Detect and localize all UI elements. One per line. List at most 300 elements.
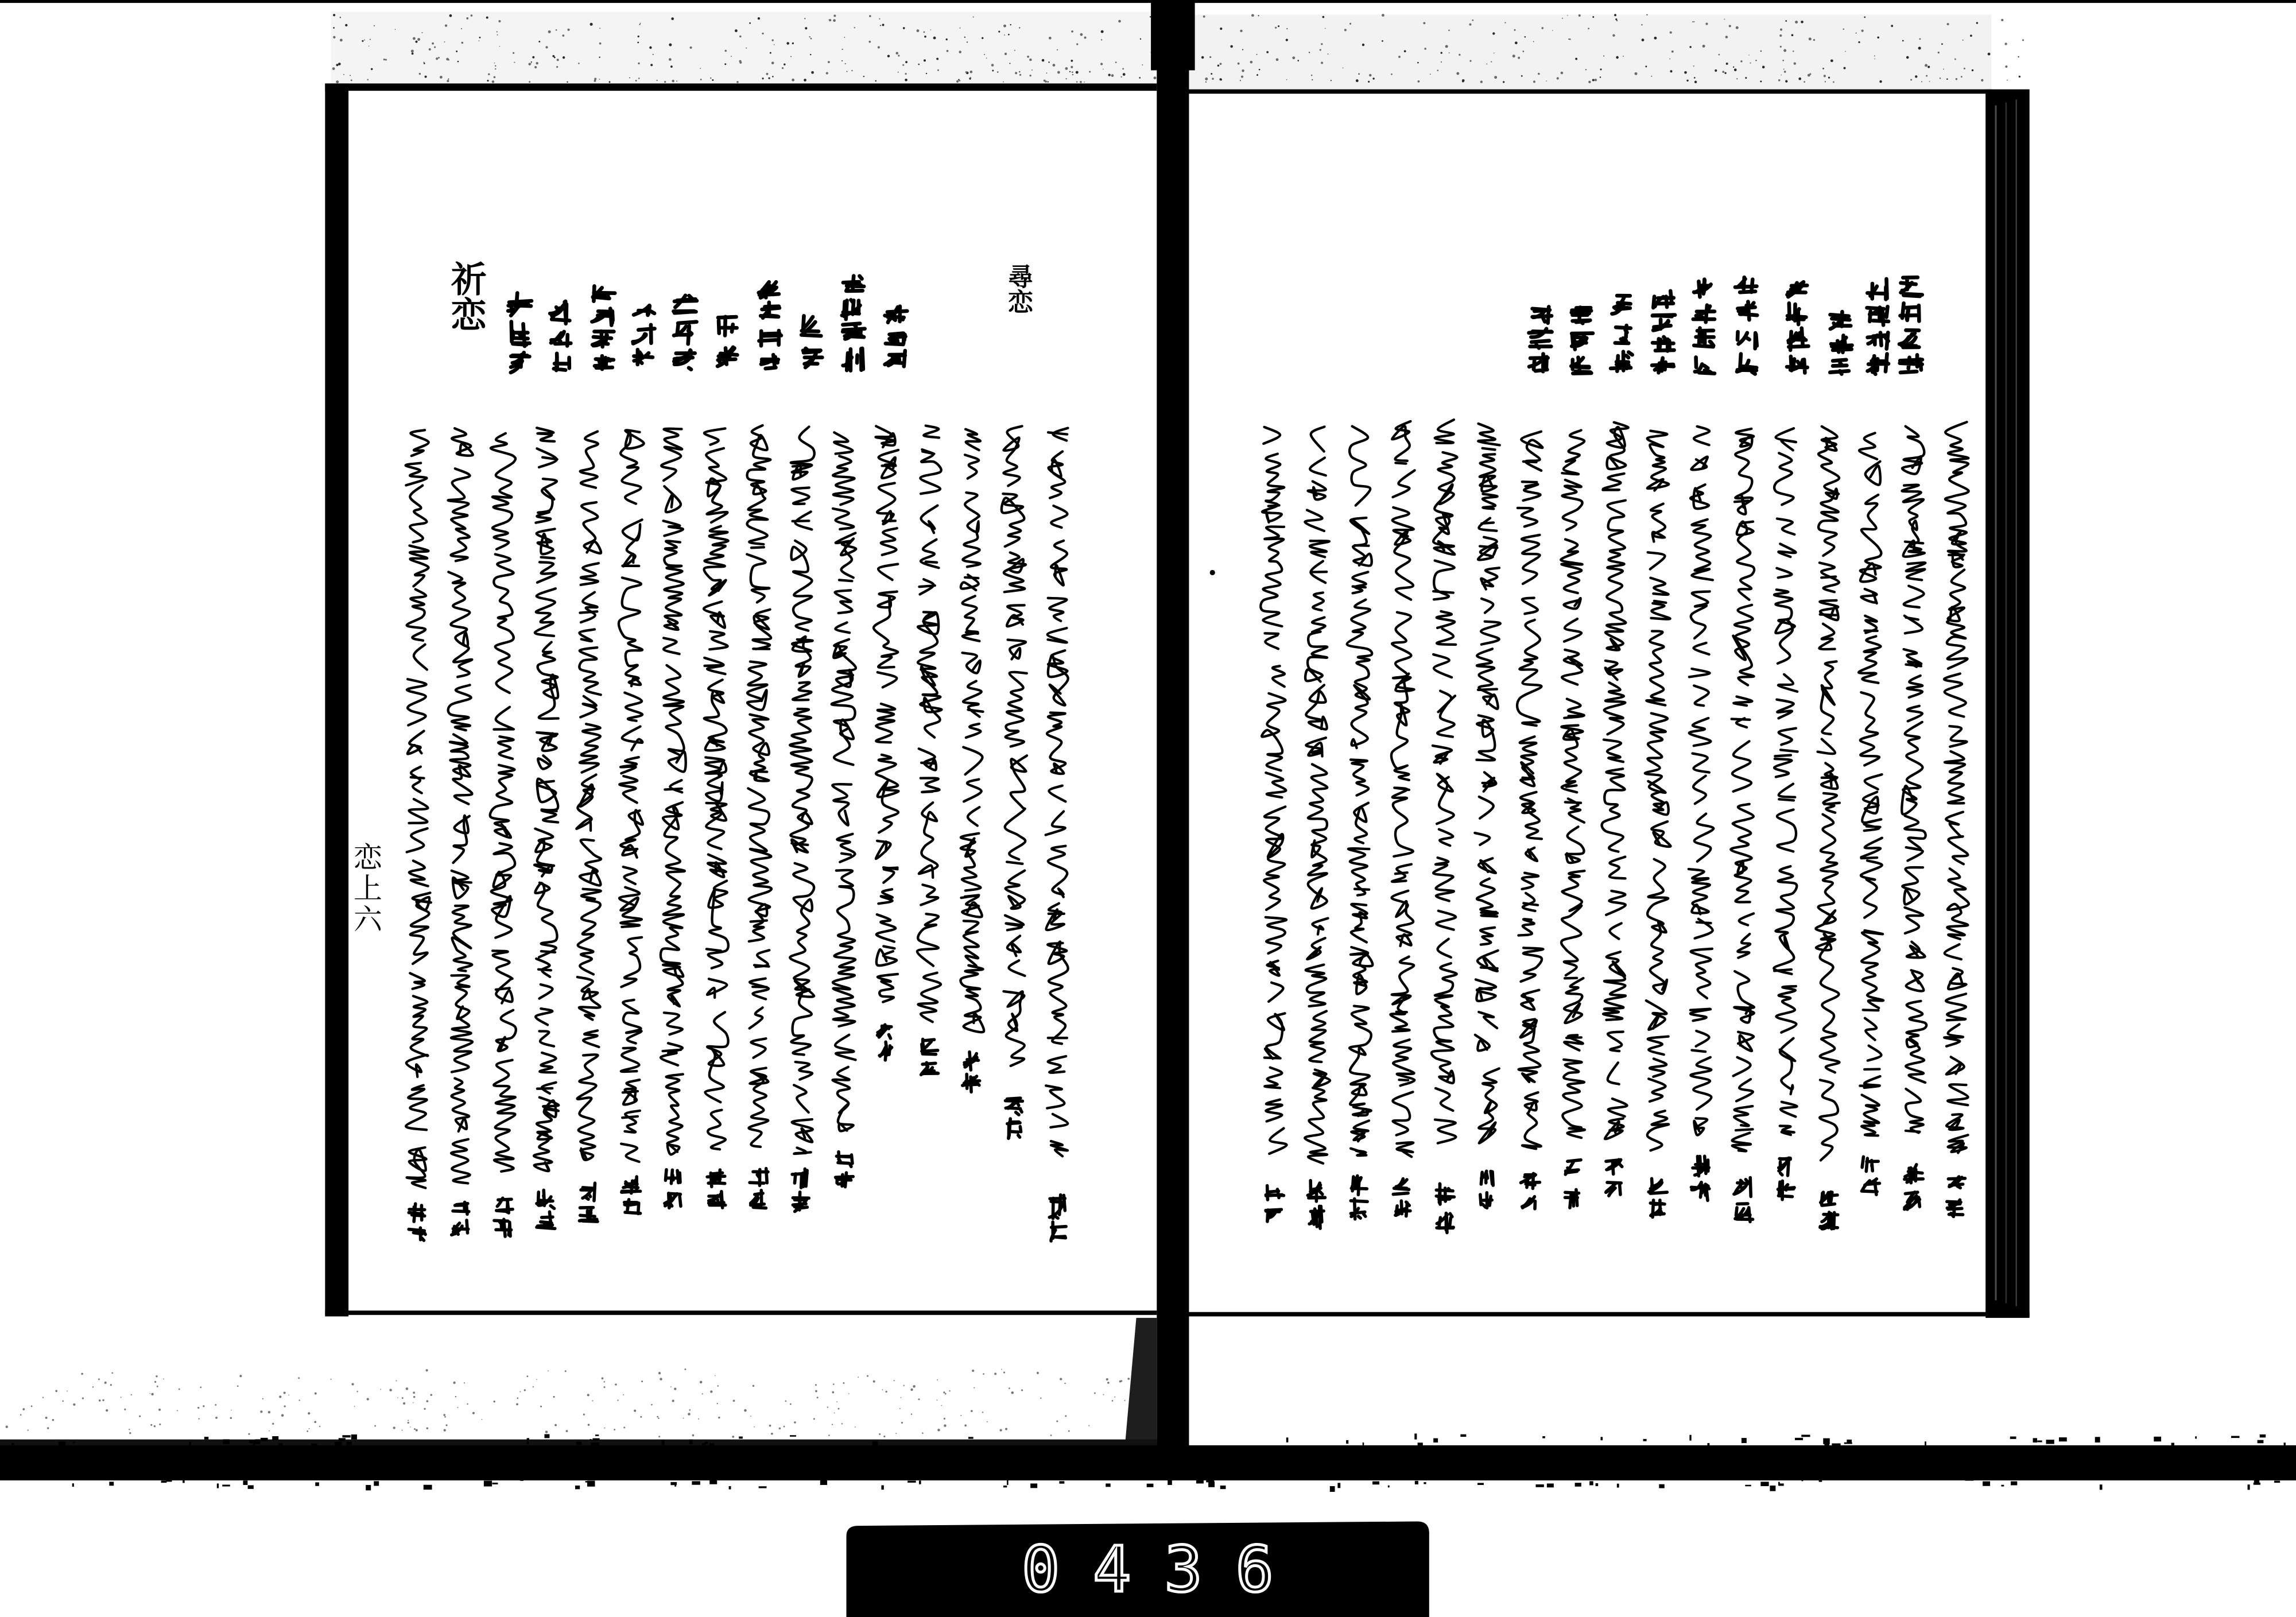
- scan-speck: [1795, 21, 1798, 24]
- scan-speck: [810, 38, 812, 40]
- scan-speck: [1785, 80, 1787, 82]
- scan-speck: [413, 1402, 414, 1403]
- scan-speck: [444, 41, 445, 42]
- scan-speck: [98, 1378, 100, 1380]
- scan-speck: [754, 1426, 755, 1428]
- scan-speck: [1076, 81, 1078, 82]
- scan-speck: [528, 63, 530, 65]
- scan-speck: [1585, 69, 1587, 70]
- scan-speck: [1961, 76, 1963, 77]
- film-band-speck: [2171, 1443, 2174, 1448]
- scan-speck: [1780, 46, 1782, 48]
- scan-speck: [937, 1399, 938, 1401]
- scan-speck: [1651, 76, 1652, 77]
- scan-speck: [1779, 34, 1782, 37]
- film-band-speck: [1847, 1440, 1852, 1443]
- film-band-speck: [968, 1437, 974, 1438]
- scan-speck: [657, 1416, 658, 1418]
- film-band-speck: [249, 1440, 255, 1443]
- scan-speck: [1642, 38, 1645, 41]
- scan-speck: [910, 1389, 913, 1391]
- film-band-speck: [1286, 1437, 1289, 1442]
- scan-speck: [771, 1433, 773, 1435]
- scan-speck: [397, 1397, 398, 1398]
- scan-speck: [702, 1393, 703, 1394]
- scan-speck: [42, 1397, 44, 1398]
- scan-speck: [1240, 30, 1242, 32]
- scan-speck: [1702, 45, 1705, 48]
- ink-spot: [1210, 570, 1215, 575]
- scan-speck: [712, 79, 713, 81]
- film-band-speck: [2154, 1437, 2161, 1441]
- scan-speck: [1715, 69, 1717, 72]
- scan-speck: [594, 80, 596, 82]
- scan-speck: [52, 1419, 55, 1421]
- scan-speck: [1448, 29, 1450, 31]
- scan-speck: [749, 22, 751, 24]
- scan-speck: [878, 46, 880, 48]
- scan-speck: [710, 1390, 712, 1393]
- film-band-speck: [2274, 1481, 2280, 1483]
- scan-speck: [1552, 30, 1553, 31]
- scan-speck: [1781, 75, 1782, 76]
- scan-speck: [1205, 77, 1208, 80]
- section-heading: 尋恋: [1003, 263, 1033, 314]
- scan-speck: [670, 1386, 672, 1387]
- scan-speck: [1205, 82, 1207, 83]
- scan-speck: [380, 1389, 381, 1390]
- film-band-speck: [335, 1441, 342, 1446]
- film-band-speck: [1795, 1438, 1803, 1440]
- scan-speck: [1065, 78, 1066, 79]
- scan-speck: [901, 1397, 902, 1398]
- scan-speck: [588, 1424, 590, 1426]
- scan-speck: [106, 1409, 108, 1412]
- scan-speck: [660, 1378, 662, 1380]
- scan-speck: [471, 14, 473, 17]
- scan-speck: [413, 37, 416, 40]
- scan-speck: [960, 1415, 961, 1416]
- scan-speck: [599, 57, 600, 58]
- film-band-speck: [2059, 1437, 2067, 1441]
- film-band-speck: [1965, 1478, 1973, 1480]
- scan-speck: [1053, 64, 1056, 67]
- scan-speck: [1988, 53, 1991, 56]
- scan-speck: [658, 1372, 661, 1374]
- scan-speck: [1031, 69, 1033, 71]
- scan-speck: [487, 80, 488, 82]
- scan-speck: [792, 79, 794, 82]
- scan-speck: [599, 79, 600, 80]
- scan-speck: [924, 31, 925, 33]
- scan-speck: [1522, 51, 1524, 52]
- scan-speck: [333, 36, 335, 38]
- scan-speck: [1312, 79, 1313, 80]
- film-band-speck: [1414, 1433, 1417, 1439]
- scan-speck: [1356, 79, 1359, 82]
- scan-speck: [446, 58, 449, 61]
- scan-speck: [281, 1414, 284, 1417]
- scan-speck: [718, 1417, 720, 1418]
- scan-speck: [809, 36, 810, 37]
- scan-speck: [416, 1429, 418, 1432]
- scan-speck: [1021, 1389, 1023, 1391]
- scan-speck: [519, 1391, 521, 1393]
- scan-speck: [1238, 63, 1240, 65]
- scan-speck: [1250, 61, 1253, 64]
- scan-speck: [786, 42, 789, 45]
- scan-speck: [357, 1391, 358, 1392]
- scan-speck: [905, 61, 907, 63]
- scan-speck: [374, 25, 375, 26]
- scan-speck: [31, 1405, 33, 1407]
- scan-speck: [340, 39, 343, 42]
- film-band-speck: [166, 1480, 172, 1482]
- scan-speck: [92, 1386, 94, 1387]
- scan-speck: [843, 1382, 844, 1384]
- scan-speck: [583, 1414, 585, 1416]
- left-page-edge: [325, 83, 348, 1316]
- scan-speck: [1946, 78, 1948, 80]
- scan-speck: [2001, 19, 2003, 21]
- scan-speck: [879, 18, 880, 20]
- scan-speck: [617, 1399, 618, 1401]
- scan-speck: [1154, 76, 1157, 79]
- scan-speck: [393, 1426, 395, 1429]
- film-band-speck: [2258, 1440, 2264, 1444]
- scan-speck: [640, 23, 641, 24]
- scan-speck: [239, 1375, 242, 1377]
- scan-speck: [1445, 45, 1448, 48]
- film-band-speck: [72, 1483, 74, 1487]
- scan-speck: [672, 80, 674, 82]
- scan-speck: [448, 79, 449, 80]
- scan-speck: [336, 64, 339, 66]
- scan-speck: [959, 80, 961, 82]
- scan-speck: [947, 50, 949, 52]
- film-band-speck: [1617, 1484, 1619, 1488]
- film-band-speck: [243, 1480, 247, 1485]
- scan-speck: [1874, 59, 1875, 60]
- scan-speck: [131, 1394, 132, 1395]
- scan-speck: [832, 1424, 833, 1425]
- film-band-speck: [705, 1441, 708, 1444]
- scan-speck: [1456, 72, 1459, 75]
- scan-speck: [731, 56, 732, 57]
- scan-speck: [753, 1385, 754, 1387]
- scan-speck: [413, 1396, 415, 1398]
- scan-speck: [566, 1430, 568, 1432]
- scan-speck: [739, 60, 742, 63]
- scan-speck: [875, 80, 877, 82]
- film-band-speck: [2231, 1436, 2240, 1438]
- scan-speck: [1048, 81, 1049, 82]
- film-band-speck: [2046, 1440, 2054, 1444]
- scan-speck: [937, 1379, 938, 1381]
- scan-speck: [599, 28, 600, 29]
- scan-speck: [983, 1373, 984, 1375]
- scan-speck: [592, 1400, 593, 1401]
- scan-speck: [440, 76, 443, 79]
- scan-speck: [556, 29, 557, 31]
- scan-speck: [526, 1375, 528, 1377]
- scan-speck: [1879, 80, 1882, 83]
- scan-speck: [1004, 53, 1007, 55]
- scan-speck: [1286, 39, 1288, 41]
- scan-speck: [102, 1399, 104, 1401]
- scan-speck: [1331, 80, 1332, 81]
- scan-speck: [669, 58, 672, 61]
- scan-speck: [635, 80, 637, 82]
- film-band-speck: [315, 1482, 319, 1486]
- scan-speck: [1469, 60, 1471, 62]
- scan-speck: [371, 68, 373, 70]
- scan-speck: [1311, 75, 1313, 76]
- scan-speck: [1719, 54, 1720, 56]
- scan-speck: [536, 62, 538, 64]
- scan-speck: [1515, 41, 1518, 44]
- scan-speck: [1646, 14, 1647, 15]
- scan-speck: [1309, 52, 1310, 53]
- scan-speck: [333, 27, 335, 29]
- scan-speck: [944, 1418, 945, 1420]
- film-band-speck: [311, 1444, 317, 1448]
- scan-speck: [413, 1391, 415, 1394]
- scan-speck: [784, 64, 785, 65]
- scan-speck: [1011, 1391, 1014, 1394]
- scan-speck: [1089, 71, 1091, 73]
- film-band-speck: [662, 1440, 665, 1445]
- scan-speck: [2007, 80, 2008, 81]
- scan-speck: [1844, 67, 1846, 69]
- scan-speck: [700, 79, 702, 80]
- scan-speck: [970, 77, 972, 78]
- scan-speck: [494, 1401, 495, 1402]
- scan-speck: [1343, 68, 1344, 69]
- scan-speck: [658, 1436, 660, 1437]
- scan-speck: [965, 71, 967, 73]
- scan-speck: [1391, 73, 1393, 75]
- scan-speck: [364, 40, 365, 41]
- scan-speck: [1472, 20, 1473, 21]
- scan-speck: [1437, 69, 1439, 71]
- film-band-speck: [1330, 1486, 1335, 1492]
- scan-speck: [1240, 80, 1241, 81]
- film-band-speck: [2248, 1484, 2250, 1490]
- scan-speck: [284, 1392, 286, 1394]
- scan-speck: [974, 1387, 975, 1389]
- scan-speck: [604, 1428, 605, 1429]
- scan-speck: [1094, 1393, 1096, 1394]
- frame-number: 0436: [1022, 1533, 1307, 1606]
- scan-speck: [370, 39, 371, 40]
- scan-speck: [1241, 76, 1243, 78]
- film-band-speck: [1346, 1440, 1348, 1444]
- scan-speck: [421, 32, 422, 33]
- scan-speck: [930, 29, 932, 30]
- scan-speck: [1734, 68, 1737, 71]
- scan-speck: [486, 17, 488, 19]
- scan-speck: [959, 51, 961, 53]
- scan-speck: [411, 50, 414, 53]
- scan-speck: [827, 1406, 828, 1407]
- scan-speck: [345, 24, 347, 26]
- scan-speck: [1459, 54, 1460, 56]
- scan-speck: [513, 52, 514, 54]
- scan-speck: [517, 1397, 518, 1399]
- scan-speck: [590, 23, 593, 26]
- scan-speck: [516, 1403, 518, 1406]
- scan-speck: [1372, 77, 1374, 79]
- scan-speck: [841, 49, 843, 50]
- scan-speck: [1525, 36, 1526, 38]
- film-band-speck: [2037, 1440, 2042, 1442]
- scan-speck: [941, 1405, 942, 1406]
- scan-speck: [672, 1400, 674, 1402]
- scan-speck: [718, 1385, 719, 1387]
- scan-speck: [1927, 66, 1930, 68]
- scan-speck: [1278, 25, 1279, 27]
- scan-speck: [1546, 80, 1547, 82]
- scan-speck: [1000, 1429, 1002, 1432]
- scan-speck: [1692, 21, 1693, 22]
- scan-speck: [461, 28, 462, 29]
- scan-speck: [903, 1385, 905, 1386]
- scan-speck: [1970, 34, 1972, 37]
- film-band-speck: [587, 1481, 595, 1487]
- film-band-speck: [339, 1438, 346, 1441]
- scan-speck: [937, 69, 939, 71]
- scan-speck: [1938, 52, 1940, 53]
- scan-speck: [1112, 1400, 1114, 1402]
- scan-speck: [1142, 64, 1143, 65]
- scan-speck: [1902, 40, 1904, 42]
- scan-speck: [794, 1421, 796, 1424]
- scan-speck: [149, 1393, 150, 1394]
- film-band-speck: [222, 1484, 230, 1486]
- scan-speck: [1382, 40, 1383, 42]
- scan-speck: [298, 1377, 300, 1379]
- scan-speck: [623, 1394, 624, 1395]
- scan-speck: [1076, 71, 1079, 74]
- scan-speck: [858, 1376, 859, 1378]
- scan-speck: [1612, 34, 1615, 37]
- scan-speck: [419, 73, 421, 75]
- scan-speck: [1118, 20, 1121, 23]
- scan-speck: [1726, 63, 1728, 65]
- film-band-speck: [575, 1486, 580, 1489]
- scan-speck: [944, 1424, 946, 1426]
- scan-speck: [1600, 76, 1601, 77]
- scan-speck: [653, 54, 654, 55]
- scan-speck: [497, 31, 498, 32]
- film-band-speck: [1220, 1486, 1226, 1489]
- scan-speck: [197, 1407, 199, 1409]
- scan-speck: [838, 1408, 840, 1410]
- scan-speck: [73, 1403, 75, 1406]
- scan-speck: [215, 1417, 218, 1419]
- scan-speck: [1325, 28, 1326, 29]
- film-band-speck: [1477, 1483, 1484, 1485]
- film-band-speck: [161, 1480, 167, 1483]
- page-label: 恋上六: [349, 842, 382, 935]
- scan-speck: [1533, 80, 1535, 83]
- scan-speck: [1027, 56, 1029, 58]
- scan-speck: [2005, 42, 2007, 45]
- scan-speck: [417, 38, 420, 41]
- scan-speck: [540, 1406, 542, 1407]
- scan-speck: [1504, 22, 1506, 23]
- scan-speck: [845, 63, 846, 64]
- scan-speck: [288, 1394, 289, 1395]
- scan-speck: [991, 64, 994, 66]
- film-band-speck: [347, 1441, 352, 1445]
- film-band-speck: [1168, 1479, 1172, 1485]
- film-band-speck: [692, 1481, 700, 1484]
- scan-speck: [641, 1381, 643, 1382]
- scan-speck: [1858, 41, 1860, 43]
- scan-speck: [1368, 81, 1370, 83]
- film-band-speck: [759, 1486, 767, 1488]
- scan-speck: [1645, 65, 1647, 67]
- scan-speck: [911, 1414, 912, 1415]
- film-band-speck: [278, 1444, 283, 1447]
- scan-speck: [882, 1389, 883, 1390]
- scan-speck: [536, 1379, 537, 1381]
- scan-speck: [772, 76, 774, 77]
- scan-speck: [1256, 74, 1258, 76]
- scan-speck: [669, 44, 672, 46]
- scan-speck: [1056, 1420, 1058, 1422]
- scan-speck: [587, 1394, 589, 1396]
- scan-speck: [1115, 61, 1117, 63]
- scan-speck: [863, 76, 864, 77]
- scan-speck: [99, 1399, 101, 1402]
- scan-speck: [634, 1410, 636, 1412]
- scan-speck: [1103, 69, 1104, 70]
- film-band-speck: [1460, 1434, 1466, 1437]
- scan-speck: [869, 15, 871, 17]
- scan-speck: [994, 1372, 996, 1375]
- scan-speck: [445, 24, 447, 26]
- scan-speck: [1921, 81, 1922, 82]
- scan-speck: [779, 1428, 781, 1429]
- film-band-speck: [183, 1480, 185, 1483]
- scan-speck: [367, 1398, 369, 1400]
- scan-speck: [899, 1408, 901, 1409]
- right-page-edge: [1985, 90, 2030, 1318]
- scan-speck: [262, 1398, 263, 1399]
- film-band-speck: [1415, 1481, 1418, 1484]
- scan-speck: [771, 61, 774, 64]
- scan-speck: [1615, 18, 1617, 20]
- film-band-speck: [1770, 1486, 1775, 1491]
- scan-speck: [1521, 75, 1523, 77]
- scan-speck: [1487, 64, 1488, 65]
- scan-speck: [1512, 55, 1515, 57]
- film-band-speck: [1802, 1480, 1804, 1482]
- scan-speck: [1623, 56, 1624, 57]
- film-band-speck: [591, 1442, 599, 1445]
- scan-speck: [402, 1430, 403, 1431]
- book-top-edge-left: [331, 11, 1154, 85]
- scan-speck: [1981, 79, 1983, 82]
- scan-speck: [139, 1416, 141, 1417]
- scan-speck: [444, 1429, 446, 1431]
- scan-speck: [268, 1411, 270, 1413]
- film-band-speck: [729, 1486, 731, 1490]
- scan-speck: [444, 1416, 446, 1418]
